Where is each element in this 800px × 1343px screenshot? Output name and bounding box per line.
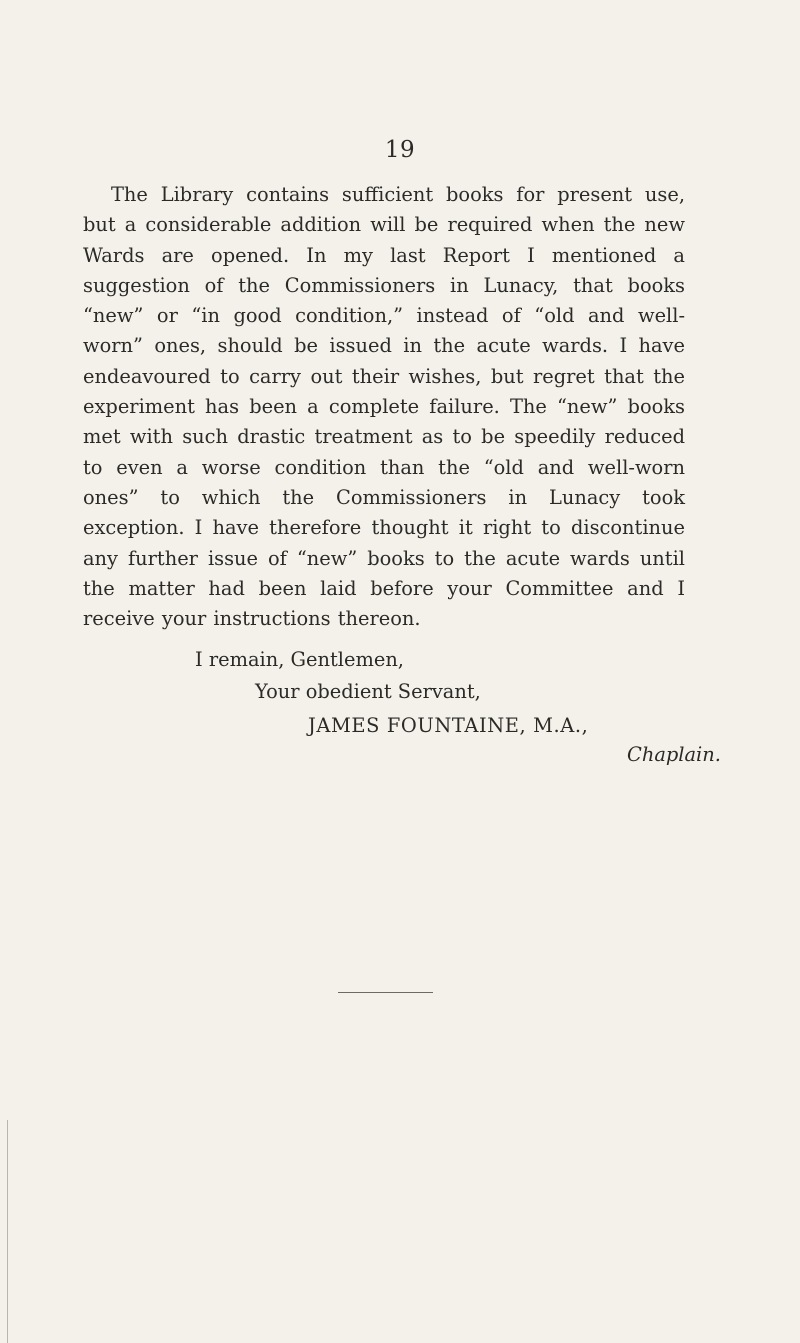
signature-name: JAMES FOUNTAINE, M.A., (308, 714, 589, 737)
page-number: 19 (384, 137, 416, 163)
section-divider (338, 992, 433, 993)
page-edge-line (7, 1120, 8, 1343)
closing-salutation: I remain, Gentlemen, (195, 648, 404, 671)
closing-servant: Your obedient Servant, (255, 680, 481, 703)
signature-role: Chaplain. (627, 743, 721, 766)
body-paragraph: The Library contains sufficient books for present use, but a considerable addition will be required when the new Wards are opened. In my last Report I mentioned a suggestion of the Commissioners in Lunacy, that books “new” or “in good condition,” instead of “old and well-worn” ones, should be issued in the acute wards. I have endeavoured to carry out their wishes, but regret that the experiment has been a complete failure. The “new” books met with such drastic treatment as to be speedily reduced to even a worse condition than the “old and well-worn ones” to which the Commissioners in Lunacy took exception. I have therefore thought it right to discontinue any further issue of “new” books to the acute wards until the matter had been laid before your Committee and I receive your instructions thereon. (83, 183, 685, 631)
